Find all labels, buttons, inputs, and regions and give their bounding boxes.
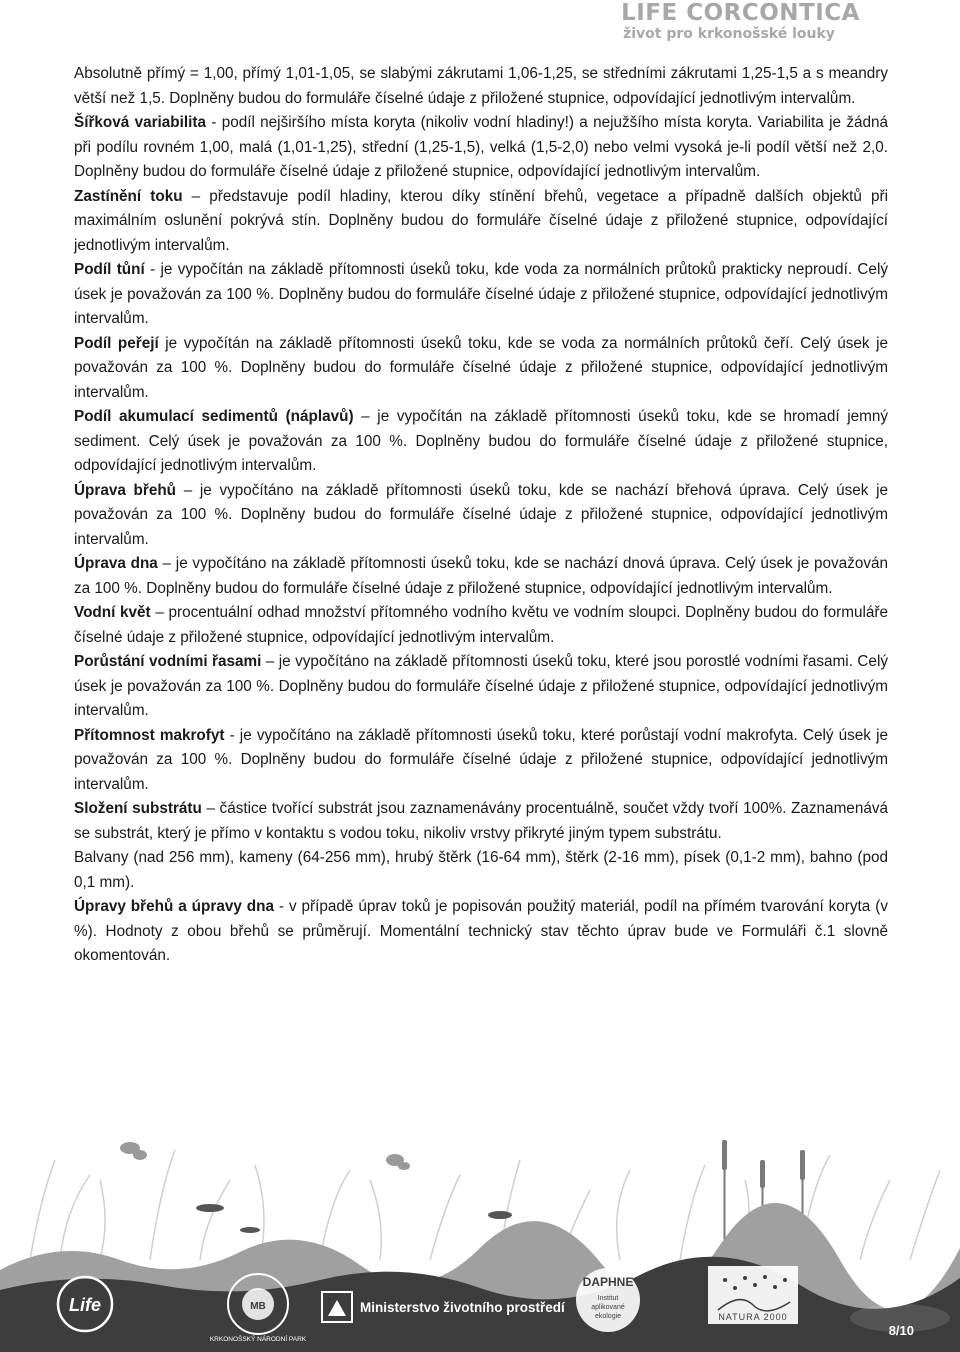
paragraph-lead: Úprava dna [74,555,158,572]
paragraph-text: - je vypočítáno na základě přítomnosti úseků toku, které porůstají vodní makrofyta. Celý úsek je považován za 100 %. Doplněny budou do formuláře číselné údaje z přiložené stupnice, odpovídající jednotlivým intervalům. [74,726,888,793]
paragraph-macrophytes [74,724,888,798]
natura-logo-text: NATURA 2000 [718,1312,788,1322]
daphne-logo-text: DAPHNE [582,1275,634,1289]
paragraph-bed-modification [74,552,888,601]
paragraph-lead: Podíl peřejí [74,334,159,352]
paragraph-bank-modification [74,479,888,553]
paragraph-text: – je vypočítáno na základě přítomnosti úseků toku, kde se nachází břehová úprava. Celý úsek je považován za 100 %. Doplněny budou do formuláře číselné údaje z přiložené stupnice, odpovídající jednotlivým intervalům. [74,481,889,548]
paragraph-text: je vypočítán na základě přítomnosti úseků toku, kde se voda za normálních průtoků čeří. Celý úsek je považován za 100 %. Doplněny budou do formuláře číselné údaje z přiložené stupnice, odpovídající jednotlivým intervalům. [74,334,889,401]
paragraph-lead: Úpravy břehů a úpravy dna [74,898,274,915]
paragraph-substrate-sizes [74,846,888,895]
paragraph-lead: Složení substrátu [74,800,202,817]
paragraph-lead: Úprava břehů [74,481,177,499]
paragraph-text: Absolutně přímý = 1,00, přímý 1,01-1,05, se slabými zákrutami 1,06-1,25, se středními zákrutami 1,25-1,5 a s meandry větší než 1,5. Doplněny budou do formuláře číselné údaje z přiložené stupnice, odpovídající jednotlivým intervalům. [74,65,888,107]
meadow-silhouette [0,1120,960,1352]
paragraph-text: Balvany (nad 256 mm), kameny (64-256 mm), hrubý štěrk (16-64 mm), štěrk (2-16 mm), písek (0,1-2 mm), bahno (pod 0,1 mm). [74,849,888,891]
paragraph-text: – procentuální odhad množství přítomného vodního květu ve vodním sloupci. Doplněny budou do formuláře číselné údaje z přiložené stupnice, odpovídající jednotlivým intervalům. [74,604,889,646]
daphne-sub2: aplikované [591,1304,625,1311]
life-logo-text: Life [68,1295,102,1315]
paragraph-modifications [74,895,888,969]
krnap-logo-short: MB [250,1301,266,1312]
paragraph-text: – představuje podíl hladiny, kterou díky stínění břehů, vegetace a případně dalších objektů při maximálním oslunění pokrývá stín. Doplněny budou do formuláře číselné údaje z přiložené stupnice, odpovídající jednotlivým intervalům. [74,187,888,254]
paragraph-text: – je vypočítán na základě přítomnosti úseků toku, kde se hromadí jemný sediment. Celý úsek je považován za 100 %. Doplněny budou do formuláře číselné údaje z přiložené stupnice, odpovídající jednotlivým intervalům. [74,408,888,474]
paragraph-lead: Zastínění toku [74,187,183,205]
paragraph-substrate [74,797,888,846]
butterfly-icons [120,1142,410,1170]
document-body [74,62,888,969]
paragraph-riffles [74,332,888,406]
paragraph-shading [74,185,888,259]
paragraph-lead: Podíl tůní [74,261,145,278]
paragraph-text: – částice tvořící substrát jsou zaznamenávány procentuálně, součet vždy tvoří 100%. Zaznamenává se substrát, který je přímo v kontaktu s vodou toku, nikoliv vrstvy přikryté jiným typem substrátu. [74,800,888,842]
logo-title: LIFE CORCONTICA [621,0,860,26]
paragraph-algal-bloom [74,601,888,650]
krnap-logo-text: KRKONOŠSKÝ NÁRODNÍ PARK [209,1336,307,1343]
paragraph-text: – je vypočítáno na základě přítomnosti úseků toku, které jsou porostlé vodními řasami. Celý úsek je považován za 100 %. Doplněny budou do formuláře číselné údaje z přiložené stupnice, odpovídající jednotlivým intervalům. [74,653,888,719]
paragraph-text: – je vypočítáno na základě přítomnosti úseků toku, kde se nachází dnová úprava. Celý úsek je považován za 100 %. Doplněny budou do formuláře číselné údaje z přiložené stupnice, odpovídající jednotlivým intervalům. [74,555,889,597]
ministry-logo-text: Ministerstvo životního prostředí [360,1300,565,1315]
paragraph-text: - podíl nejširšího místa koryta (nikoliv vodní hladiny!) a nejužšího místa koryta. Variabilita je žádná při podílu rovném 1,00, malá (1,01-1,25), střední (1,25-1,5), velká (1,5-2,0) nebo velmi vysoká je-li podíl větší než 2,0. Doplněny budou do formuláře číselné údaje z přiložené stupnice, odpovídající jednotlivým intervalům. [74,114,888,180]
paragraph-width-variability [74,111,888,185]
paragraph-lead: Přítomnost makrofyt [74,726,225,744]
footer-illustration [0,1120,960,1352]
paragraph-lead: Podíl akumulací sedimentů (náplavů) [74,408,354,425]
logo-subtitle: život pro krkonošské louky [623,26,835,42]
daphne-logo [576,1268,640,1332]
paragraph-text: - je vypočítán na základě přítomnosti úseků toku, kde voda za normálních průtoků prakticky neproudí. Celý úsek je považován za 100 %. Doplněny budou do formuláře číselné údaje z přiložené stupnice, odpovídající jednotlivým intervalům. [74,261,888,327]
paragraph-pools [74,258,888,332]
page-number: 8/10 [888,1323,914,1338]
paragraph-lead: Šířková variabilita [74,114,206,131]
daphne-sub1: Institut [597,1295,619,1302]
paragraph-sediments [74,405,888,479]
grasshopper-icons [196,1204,512,1233]
daphne-sub3: ekologie [594,1313,622,1320]
natura-2000-logo [708,1266,798,1324]
paragraph-text: - v případě úprav toků je popisován použitý materiál, podíl na přímém tvarování koryta (v %). Hodnoty z obou břehů se průměrují. Momentální technický stav těchto úprav bude ve Formuláři č.1 slovně okomentován. [74,898,888,964]
paragraph-lead: Porůstání vodními řasami [74,653,262,670]
corcontica-logo [621,0,860,42]
paragraph-straightness [74,62,888,111]
paragraph-lead: Vodní květ [74,604,151,621]
paragraph-algae-cover [74,650,888,724]
